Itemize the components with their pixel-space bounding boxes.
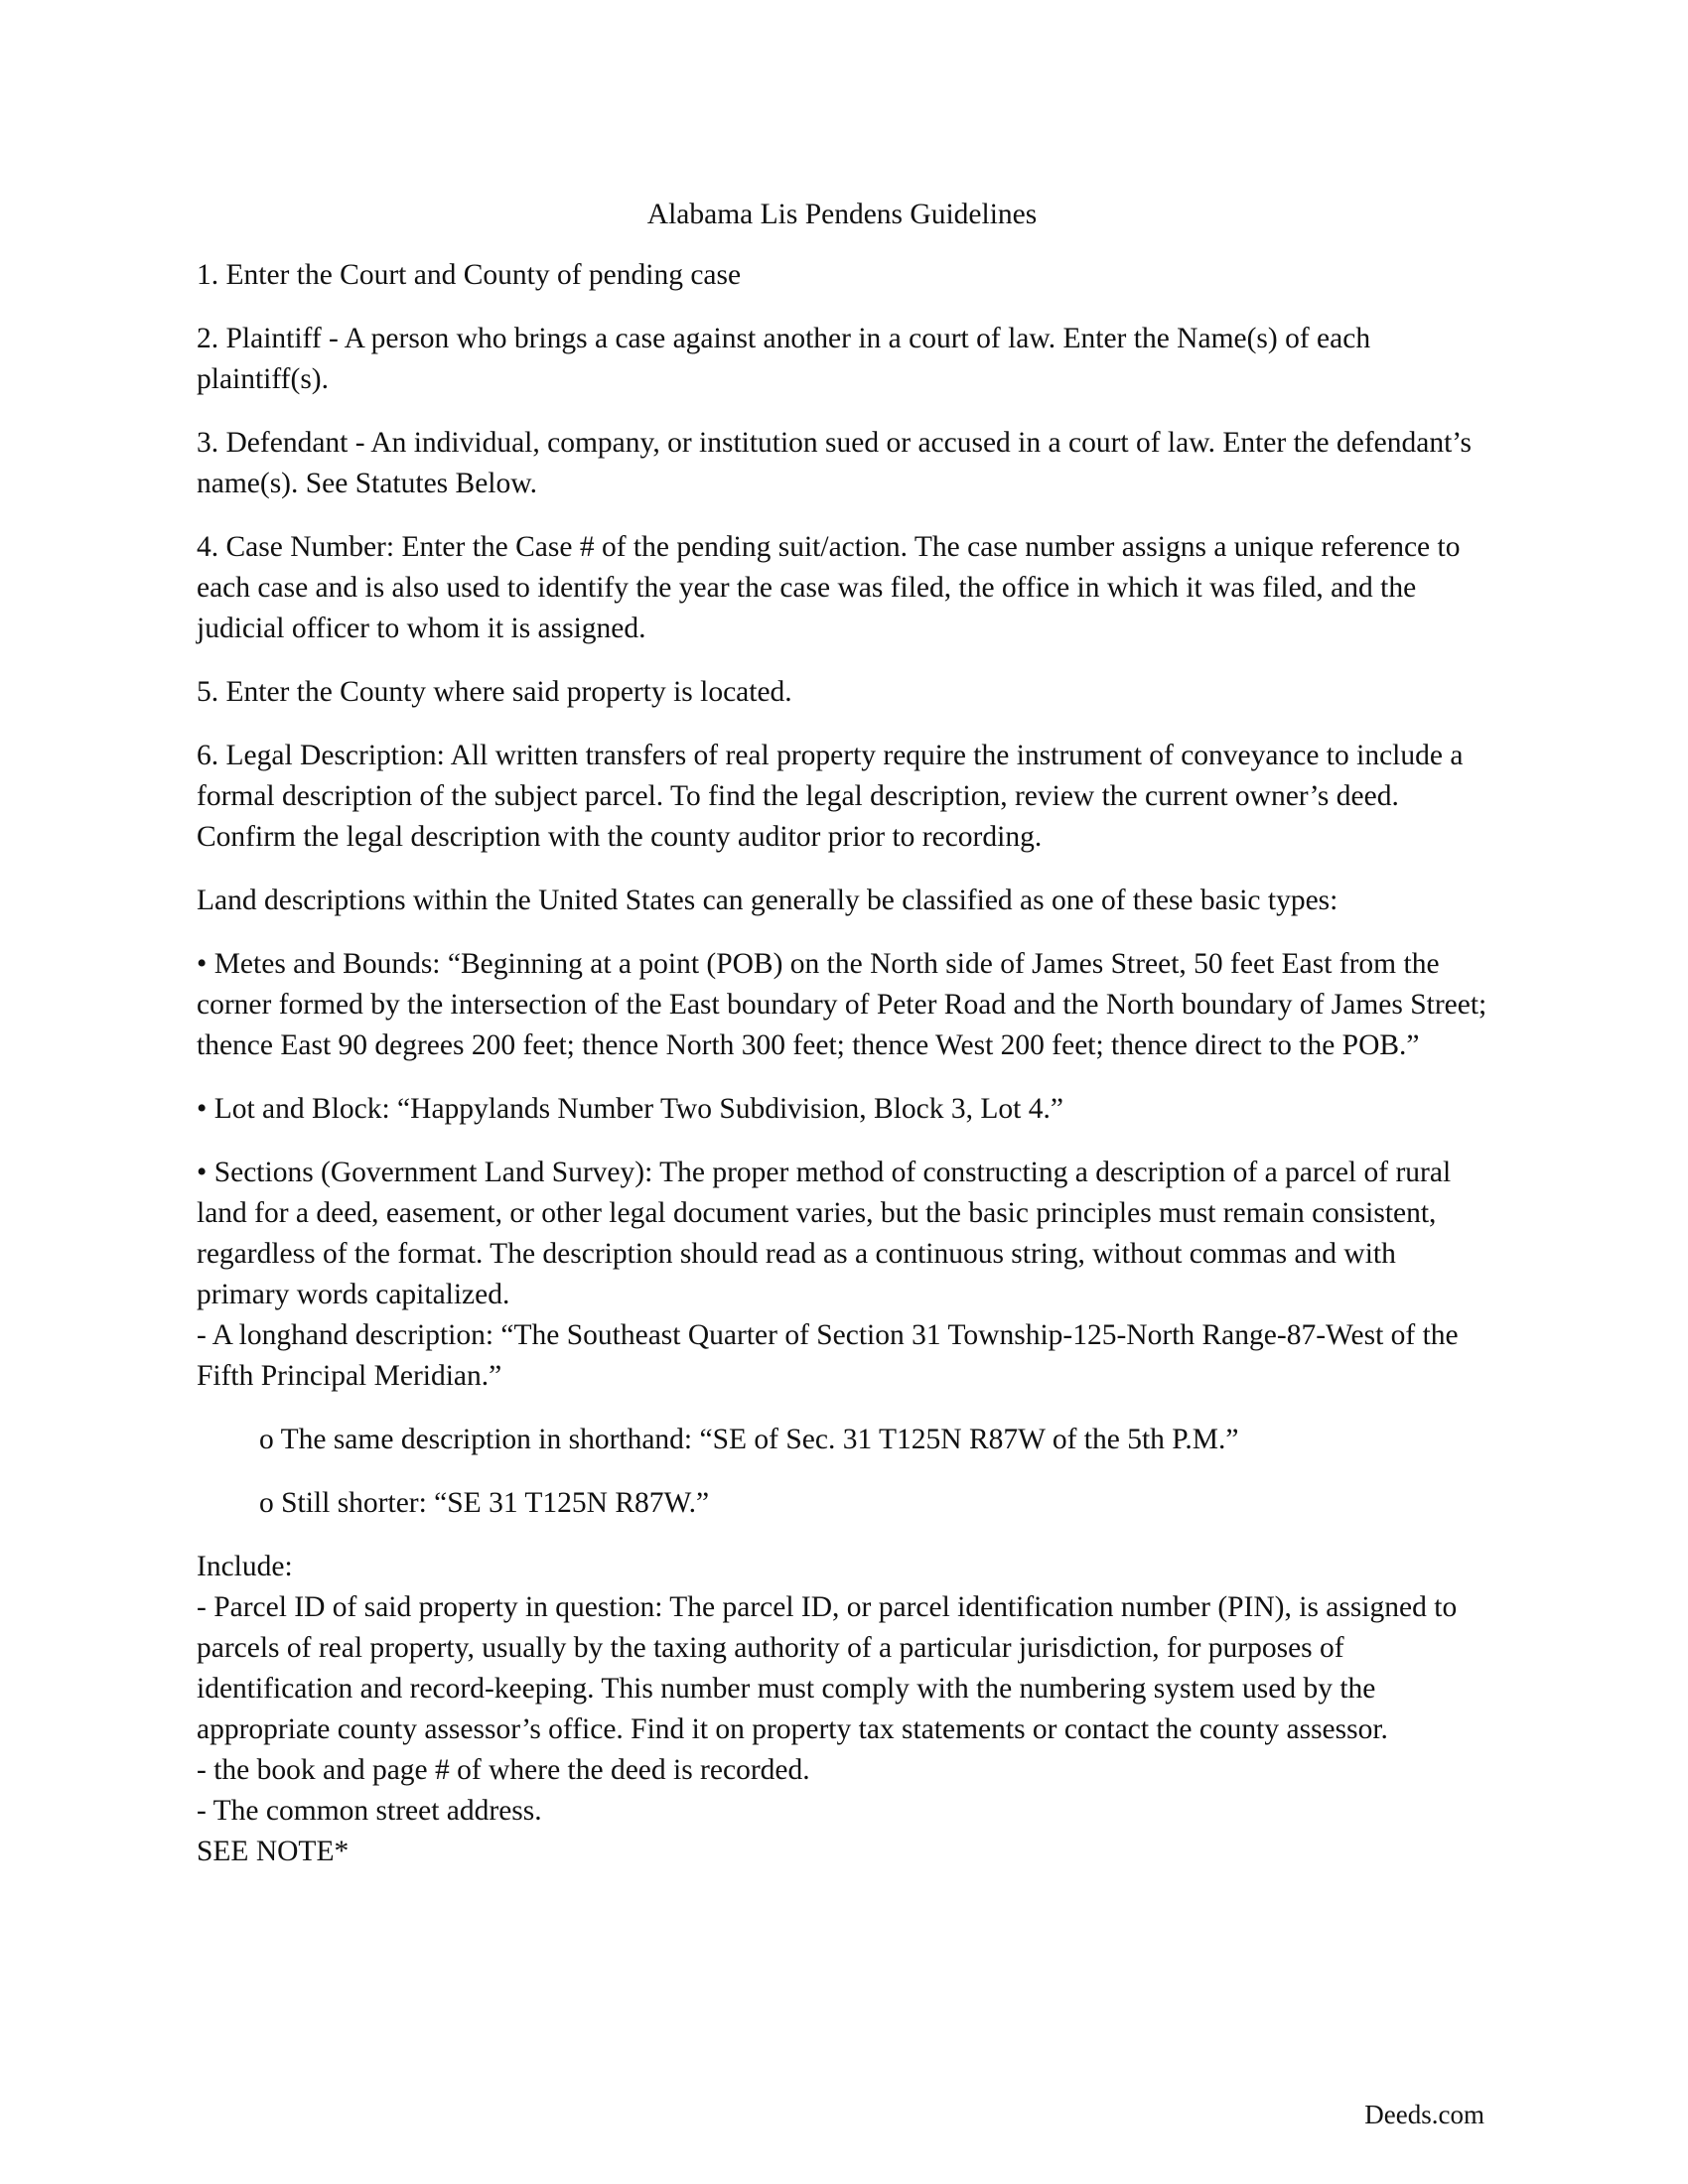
include-label: Include: [197, 1551, 293, 1582]
sections-item: • Sections (Government Land Survey): The proper method of constructing a description of a parcel of rural land for a deed, easement, or other legal document varies, but the basic principles must remain consistent, regardless of the format. The description should read as a continuous string, without commas and with primary words capitalized. [197, 1157, 1452, 1310]
page-title: Alabama Lis Pendens Guidelines [646, 199, 1038, 230]
instruction-court-county: 1. Enter the Court and County of pending case [197, 259, 742, 291]
instruction-case-number: 4. Case Number: Enter the Case # of the pending suit/action. The case number assigns a unique reference to each case and is also used to identify the year the case was filed, the office in which it was filed, and the judicial officer to whom it is assigned. [197, 531, 1461, 644]
shorthand-description: o The same description in shorthand: “SE of Sec. 31 T125N R87W of the 5th P.M.” [259, 1424, 1239, 1455]
footer-brand: Deeds.com [1364, 2100, 1484, 2129]
lot-and-block-item: • Lot and Block: “Happylands Number Two Subdivision, Block 3, Lot 4.” [197, 1093, 1063, 1125]
include-book-page: - the book and page # of where the deed is recorded. [197, 1754, 810, 1786]
instruction-plaintiff: 2. Plaintiff - A person who brings a case against another in a court of law. Enter the Name(s) of each plaintiff(s). [197, 323, 1371, 395]
see-note: SEE NOTE* [197, 1836, 350, 1867]
land-descriptions-intro: Land descriptions within the United States can generally be classified as one of these basic types: [197, 885, 1338, 916]
metes-and-bounds-item: • Metes and Bounds: “Beginning at a point (POB) on the North side of James Street, 50 feet East from the corner formed by the intersection of the East boundary of Peter Road and the North boundary of James Street; thence East 90 degrees 200 feet; thence North 300 feet; thence West 200 feet; thence direct to the POB.” [197, 948, 1487, 1061]
instruction-defendant: 3. Defendant - An individual, company, or institution sued or accused in a court of law. Enter the defendant’s name(s). See Statutes Below. [197, 427, 1472, 499]
include-street-address: - The common street address. [197, 1795, 542, 1827]
longhand-description: - A longhand description: “The Southeast Quarter of Section 31 Township-125-North Range-87-West of the Fifth Principal Meridian.” [197, 1319, 1459, 1392]
document-body [197, 195, 1487, 1872]
include-parcel-id: - Parcel ID of said property in question: The parcel ID, or parcel identification number (PIN), is assigned to parcels of real property, usually by the taxing authority of a particular jurisdiction, for purposes of identification and record-keeping. This number must comply with the numbering system used by the appropriate county assessor’s office. Find it on property tax statements or contact the county assessor. [197, 1591, 1458, 1745]
instruction-legal-description: 6. Legal Description: All written transfers of real property require the instrument of conveyance to include a formal description of the subject parcel. To find the legal description, review the current owner’s deed. Confirm the legal description with the county auditor prior to recording. [197, 740, 1464, 853]
instruction-property-county: 5. Enter the County where said property is located. [197, 676, 792, 708]
shorter-description: o Still shorter: “SE 31 T125N R87W.” [259, 1487, 710, 1519]
